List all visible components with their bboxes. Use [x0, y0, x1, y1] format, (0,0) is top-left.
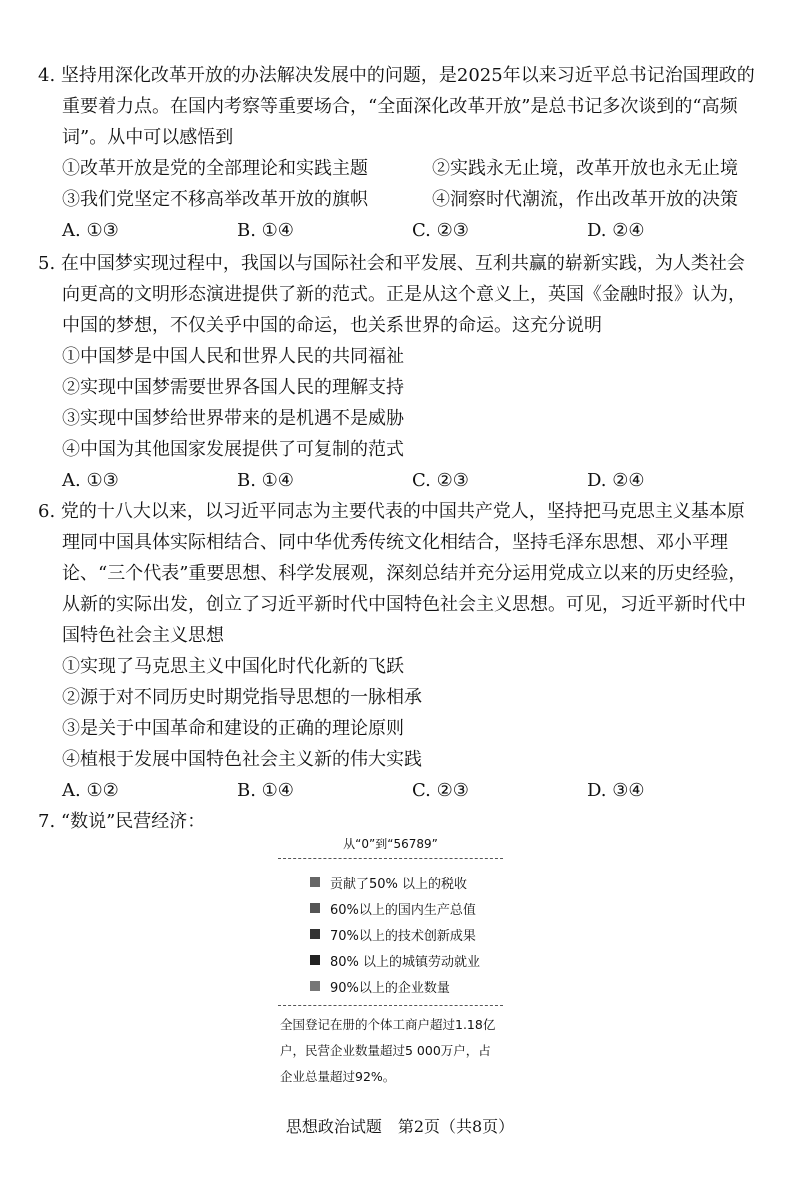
figure-item-text: 70%以上的技术创新成果 — [330, 928, 476, 944]
q4-choice-b[interactable]: B. ①④ — [237, 220, 294, 241]
q5-choice-a[interactable]: A. ①③ — [62, 470, 119, 491]
q4-item-3: ③我们党坚定不移高举改革开放的旗帜 — [62, 189, 368, 210]
q6-choice-b[interactable]: B. ①④ — [237, 780, 294, 801]
private-economy-figure — [278, 836, 503, 1090]
q5-choices — [38, 465, 762, 496]
figure-item — [310, 973, 503, 999]
figure-item-text: 80% 以上的城镇劳动就业 — [330, 954, 481, 970]
figure-item — [310, 921, 503, 947]
q5-choice-d[interactable]: D. ②④ — [587, 470, 645, 491]
q4-choice-d[interactable]: D. ②④ — [587, 220, 645, 241]
q5-item-4: ④中国为其他国家发展提供了可复制的范式 — [62, 439, 404, 460]
figure-item — [310, 947, 503, 973]
q6-item-2: ②源于对不同历史时期党指导思想的一脉相承 — [62, 687, 422, 708]
q5-item-1: ①中国梦是中国人民和世界人民的共同福祉 — [62, 346, 404, 367]
q4-item-2: ②实践永无止境，改革开放也永无止境 — [432, 158, 738, 179]
figure-note-line-2: 户，民营企业数量超过5 000万户，占 — [280, 1043, 491, 1058]
question-4 — [38, 60, 762, 246]
figure-item — [310, 895, 503, 921]
bullet-square-icon — [310, 955, 320, 965]
question-7 — [38, 806, 762, 837]
q6-choice-a[interactable]: A. ①② — [62, 780, 119, 801]
q6-item-1: ①实现了马克思主义中国化时代化新的飞跃 — [62, 656, 404, 677]
bullet-square-icon — [310, 877, 320, 887]
question-5-stem: 5. 在中国梦实现过程中，我国以与国际社会和平发展、互利共赢的崭新实践，为人类社会向更高的文明形态演进提供了新的范式。正是从这个意义上，英国《金融时报》认为，中国的梦想，不仅关乎中国的命运，也关系世界的命运。这充分说明 — [38, 253, 746, 336]
q6-choice-c[interactable]: C. ②③ — [412, 780, 469, 801]
bullet-square-icon — [310, 903, 320, 913]
question-4-stem: 4. 坚持用深化改革开放的办法解决发展中的问题，是2025年以来习近平总书记治国理政的重要着力点。在国内考察等重要场合，“全面深化改革开放”是总书记多次谈到的“高频词”。从中可以感悟到 — [38, 65, 755, 148]
question-6-stem: 6. 党的十八大以来，以习近平同志为主要代表的中国共产党人，坚持把马克思主义基本原理同中国具体实际相结合、同中华优秀传统文化相结合，坚持毛泽东思想、邓小平理论、“三个代表”重要思想、科学发展观，深刻总结并充分运用党成立以来的历史经验，从新的实际出发，创立了习近平新时代中国特色社会主义思想。可见，习近平新时代中国特色社会主义思想 — [38, 501, 747, 646]
bullet-square-icon — [310, 929, 320, 939]
figure-divider-top — [278, 858, 503, 859]
q5-choice-b[interactable]: B. ①④ — [237, 470, 294, 491]
q4-item-1: ①改革开放是党的全部理论和实践主题 — [62, 158, 368, 179]
q6-choices — [38, 775, 762, 806]
question-7-stem: 7. “数说”民营经济： — [38, 811, 206, 832]
q4-choice-c[interactable]: C. ②③ — [412, 220, 469, 241]
bullet-square-icon — [310, 981, 320, 991]
q5-choice-c[interactable]: C. ②③ — [412, 470, 469, 491]
figure-item — [310, 869, 503, 895]
q5-item-3: ③实现中国梦给世界带来的是机遇不是威胁 — [62, 408, 404, 429]
q6-choice-d[interactable]: D. ③④ — [587, 780, 645, 801]
figure-item-text: 90%以上的企业数量 — [330, 980, 450, 996]
page-footer: 思想政治试题 第2页（共8页） — [285, 1117, 515, 1136]
q6-item-3: ③是关于中国革命和建设的正确的理论原则 — [62, 718, 404, 739]
q5-item-2: ②实现中国梦需要世界各国人民的理解支持 — [62, 377, 404, 398]
figure-note-line-1: 全国登记在册的个体工商户超过1.18亿 — [280, 1017, 496, 1032]
q4-choices — [38, 215, 762, 246]
q4-item-4: ④洞察时代潮流，作出改革开放的决策 — [432, 189, 738, 210]
q6-item-4: ④植根于发展中国特色社会主义新的伟大实践 — [62, 749, 422, 770]
figure-note-line-3: 企业总量超过92%。 — [280, 1069, 396, 1084]
q4-choice-a[interactable]: A. ①③ — [62, 220, 119, 241]
question-6 — [38, 496, 762, 806]
figure-note — [278, 1012, 503, 1090]
question-5 — [38, 248, 762, 496]
figure-item-text: 贡献了50% 以上的税收 — [330, 876, 468, 892]
figure-title: 从“0”到“56789” — [343, 837, 438, 851]
figure-divider-bottom — [278, 1005, 503, 1006]
figure-item-text: 60%以上的国内生产总值 — [330, 902, 476, 918]
